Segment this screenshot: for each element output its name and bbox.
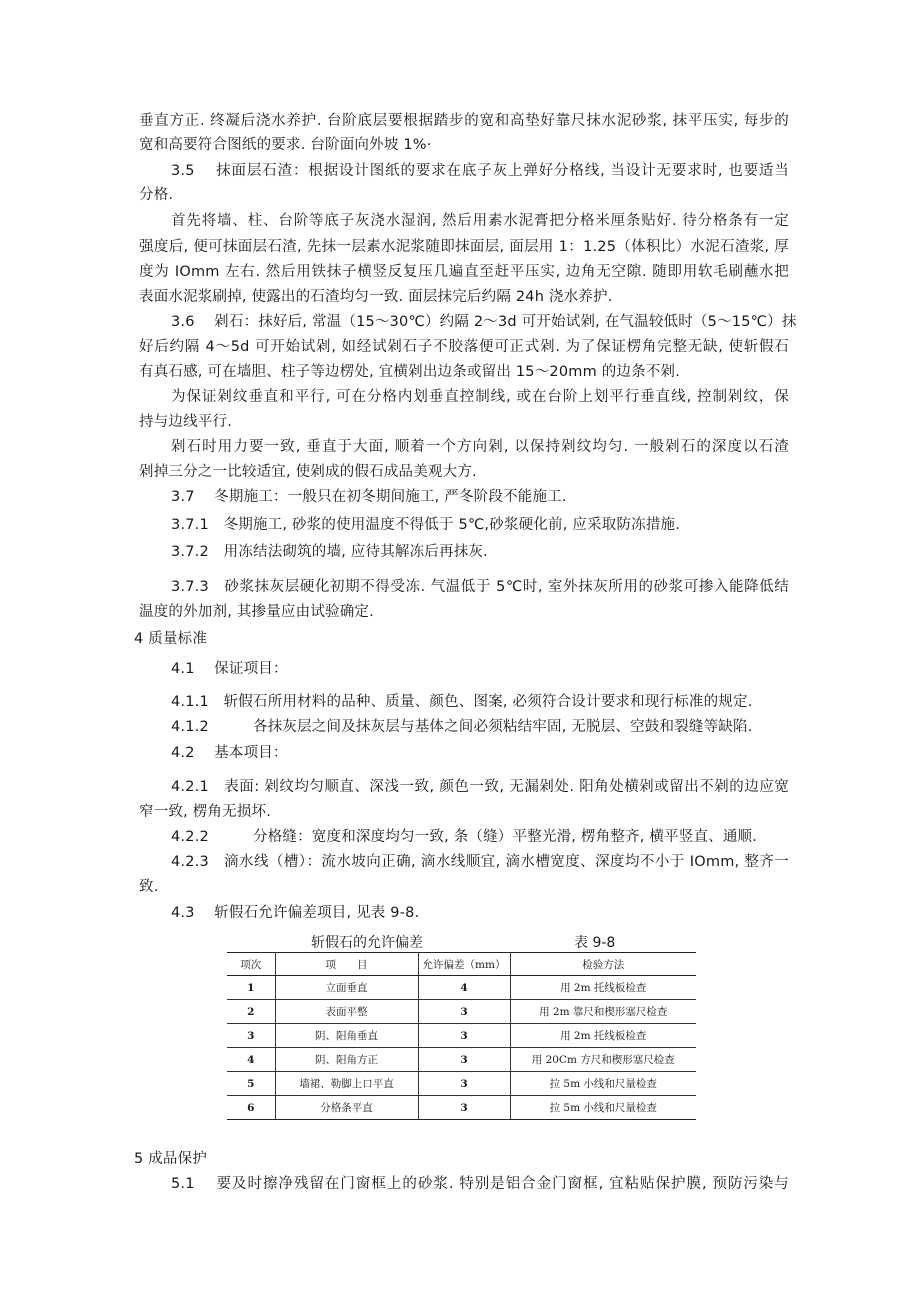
cell-value: 3	[418, 1000, 510, 1024]
chapter-4-heading: 4 质量标准	[134, 631, 208, 647]
paragraph-line: 有真石感, 可在墙胆、柱子等边楞处, 宜横剁出边条或留出 15～20mm 的边条不剁.	[139, 364, 681, 380]
section-4-2-3: 4.2.3 滴水线（槽）：流水坡向正确, 滴水线顺宜, 滴水槽宽度、深度均不小于 IOmm, 整齐一	[171, 854, 789, 870]
cell-item: 分格条平直	[275, 1096, 418, 1120]
cell-no: 6	[227, 1096, 275, 1120]
cell-item: 墙裙、勒脚上口平直	[275, 1072, 418, 1096]
cell-value: 3	[418, 1024, 510, 1048]
table-row	[227, 1072, 696, 1096]
cell-method: 用 20Cm 方尺和楔形塞尺检查	[510, 1048, 696, 1072]
table-number: 表 9-8	[574, 935, 616, 951]
section-3-7-2: 3.7.2 用冻结法砌筑的墙, 应待其解冻后再抹灰.	[171, 544, 488, 560]
paragraph-line: 分格.	[139, 187, 174, 203]
paragraph-line: 垂直方正. 终凝后浇水养护. 台阶底层要根据踏步的宽和高垫好靠尺抹水泥砂浆, 抹平压实, 每步的	[139, 113, 789, 129]
section-4-2: 4.2 基本项目：	[171, 745, 288, 761]
cell-method: 拉 5m 小线和尺量检查	[510, 1072, 696, 1096]
paragraph-line: 为保证剁纹垂直和平行, 可在分格内划垂直控制线, 或在台阶上划平行垂直线, 控制剁纹，保	[171, 389, 789, 405]
header-item: 项 目	[275, 953, 418, 976]
cell-no: 1	[227, 976, 275, 1000]
table-header-row	[227, 953, 696, 976]
table-row	[227, 1048, 696, 1072]
chapter-5-heading: 5 成品保护	[134, 1151, 208, 1167]
cell-method: 用 2m 托线板检查	[510, 976, 696, 1000]
cell-value: 3	[418, 1096, 510, 1120]
section-3-6: 3.6 剁石：抹好后, 常温（15～30℃）约隔 2～3d 可开始试剁, 在气温较低时（5～15℃）抹	[171, 314, 797, 330]
cell-no: 4	[227, 1048, 275, 1072]
header-method: 检验方法	[510, 953, 696, 976]
cell-item: 阴、阳角垂直	[275, 1024, 418, 1048]
section-3-7-1: 3.7.1 冬期施工, 砂浆的使用温度不得低于 5℃,砂浆硬化前, 应采取防冻措施.	[171, 517, 681, 533]
paragraph-line: 温度的外加剂, 其掺量应由试验确定.	[139, 604, 374, 620]
paragraph-line: 首先将墙、柱、台阶等底子灰浇水湿润, 然后用素水泥膏把分格米厘条贴好. 待分格条有一定	[171, 213, 789, 229]
cell-no: 3	[227, 1024, 275, 1048]
paragraph-line: 剁石时用力要一致, 垂直于大面, 顺着一个方向剁, 以保持剁纹均匀. 一般剁石的深度以石渣	[171, 439, 789, 455]
deviation-table	[227, 952, 696, 1120]
cell-item: 表面平整	[275, 1000, 418, 1024]
paragraph-line: 剁掉三分之一比较适宜, 使剁成的假石成品美观大方.	[139, 464, 477, 480]
header-value: 允许偏差（mm）	[418, 953, 510, 976]
cell-item: 立面垂直	[275, 976, 418, 1000]
cell-method: 用 2m 靠尺和楔形塞尺检查	[510, 1000, 696, 1024]
cell-no: 2	[227, 1000, 275, 1024]
paragraph-line: 致.	[139, 879, 159, 895]
cell-method: 拉 5m 小线和尺量检查	[510, 1096, 696, 1120]
section-3-7-3: 3.7.3 砂浆抹灰层硬化初期不得受冻. 气温低于 5℃时, 室外抹灰所用的砂浆可掺入能降低结	[171, 579, 789, 595]
section-4-2-1: 4.2.1 表面: 剁纹均匀顺直、深浅一致, 颜色一致, 无漏剁处. 阳角处横剁或留出不剁的边应宽	[171, 779, 789, 795]
table-row	[227, 1096, 696, 1120]
section-4-2-2: 4.2.2 分格缝：宽度和深度均匀一致, 条（缝）平整光滑, 楞角整齐, 横平竖直、通顺.	[171, 829, 758, 845]
cell-item: 阴、阳角方正	[275, 1048, 418, 1072]
cell-method: 用 2m 托线板检查	[510, 1024, 696, 1048]
section-4-3: 4.3 斩假石允许偏差项目, 见表 9-8.	[171, 905, 420, 921]
table-row	[227, 976, 696, 1000]
paragraph-line: 好后约隔 4～5d 可开始试剁, 如经试剁石子不胶落便可正式剁. 为了保证楞角完整无缺, 使斩假石	[139, 339, 789, 355]
header-no: 项次	[227, 953, 275, 976]
section-5-1: 5.1 要及时擦净残留在门窗框上的砂浆. 特别是铝合金门窗框, 宜粘贴保护膜, 预防污染与	[171, 1176, 789, 1192]
section-3-7: 3.7 冬期施工：一般只在初冬期间施工, 严冬阶段不能施工.	[171, 489, 567, 505]
table-row	[227, 1000, 696, 1024]
table-row	[227, 1024, 696, 1048]
cell-value: 3	[418, 1072, 510, 1096]
cell-value: 3	[418, 1048, 510, 1072]
section-4-1: 4.1 保证项目：	[171, 661, 288, 677]
paragraph-line: 持与边线平行.	[139, 414, 233, 430]
section-4-1-1: 4.1.1 斩假石所用材料的品种、质量、颜色、图案, 必须符合设计要求和现行标准的规定.	[171, 694, 753, 710]
table-title: 斩假石的允许偏差	[311, 935, 423, 951]
cell-value: 4	[418, 976, 510, 1000]
paragraph-line: 窄一致, 楞角无损坏.	[139, 804, 272, 820]
section-3-5: 3.5 抹面层石渣：根据设计图纸的要求在底子灰上弹好分格线, 当设计无要求时, 也要适当	[171, 163, 789, 179]
section-4-1-2: 4.1.2 各抹灰层之间及抹灰层与基体之间必须粘结牢固, 无脱层、空鼓和裂缝等缺陷.	[171, 719, 753, 735]
cell-no: 5	[227, 1072, 275, 1096]
paragraph-line: 度为 IOmm 左右. 然后用铁抹子横竖反复压几遍直至赶平压实, 边角无空隙. 随即用软毛刷蘸水把	[139, 264, 789, 280]
paragraph-line: 强度后, 便可抹面层石渣, 先抹一层素水泥浆随即抹面层, 面层用 1：1.25（体积比）水泥石渣浆, 厚	[139, 239, 789, 255]
paragraph-line: 表面水泥浆刷掉, 使露出的石渣均匀一致. 面层抹完后约隔 24h 浇水养护.	[139, 289, 613, 305]
paragraph-line: 宽和高要符合图纸的要求. 台阶面向外坡 1%·	[139, 137, 432, 153]
